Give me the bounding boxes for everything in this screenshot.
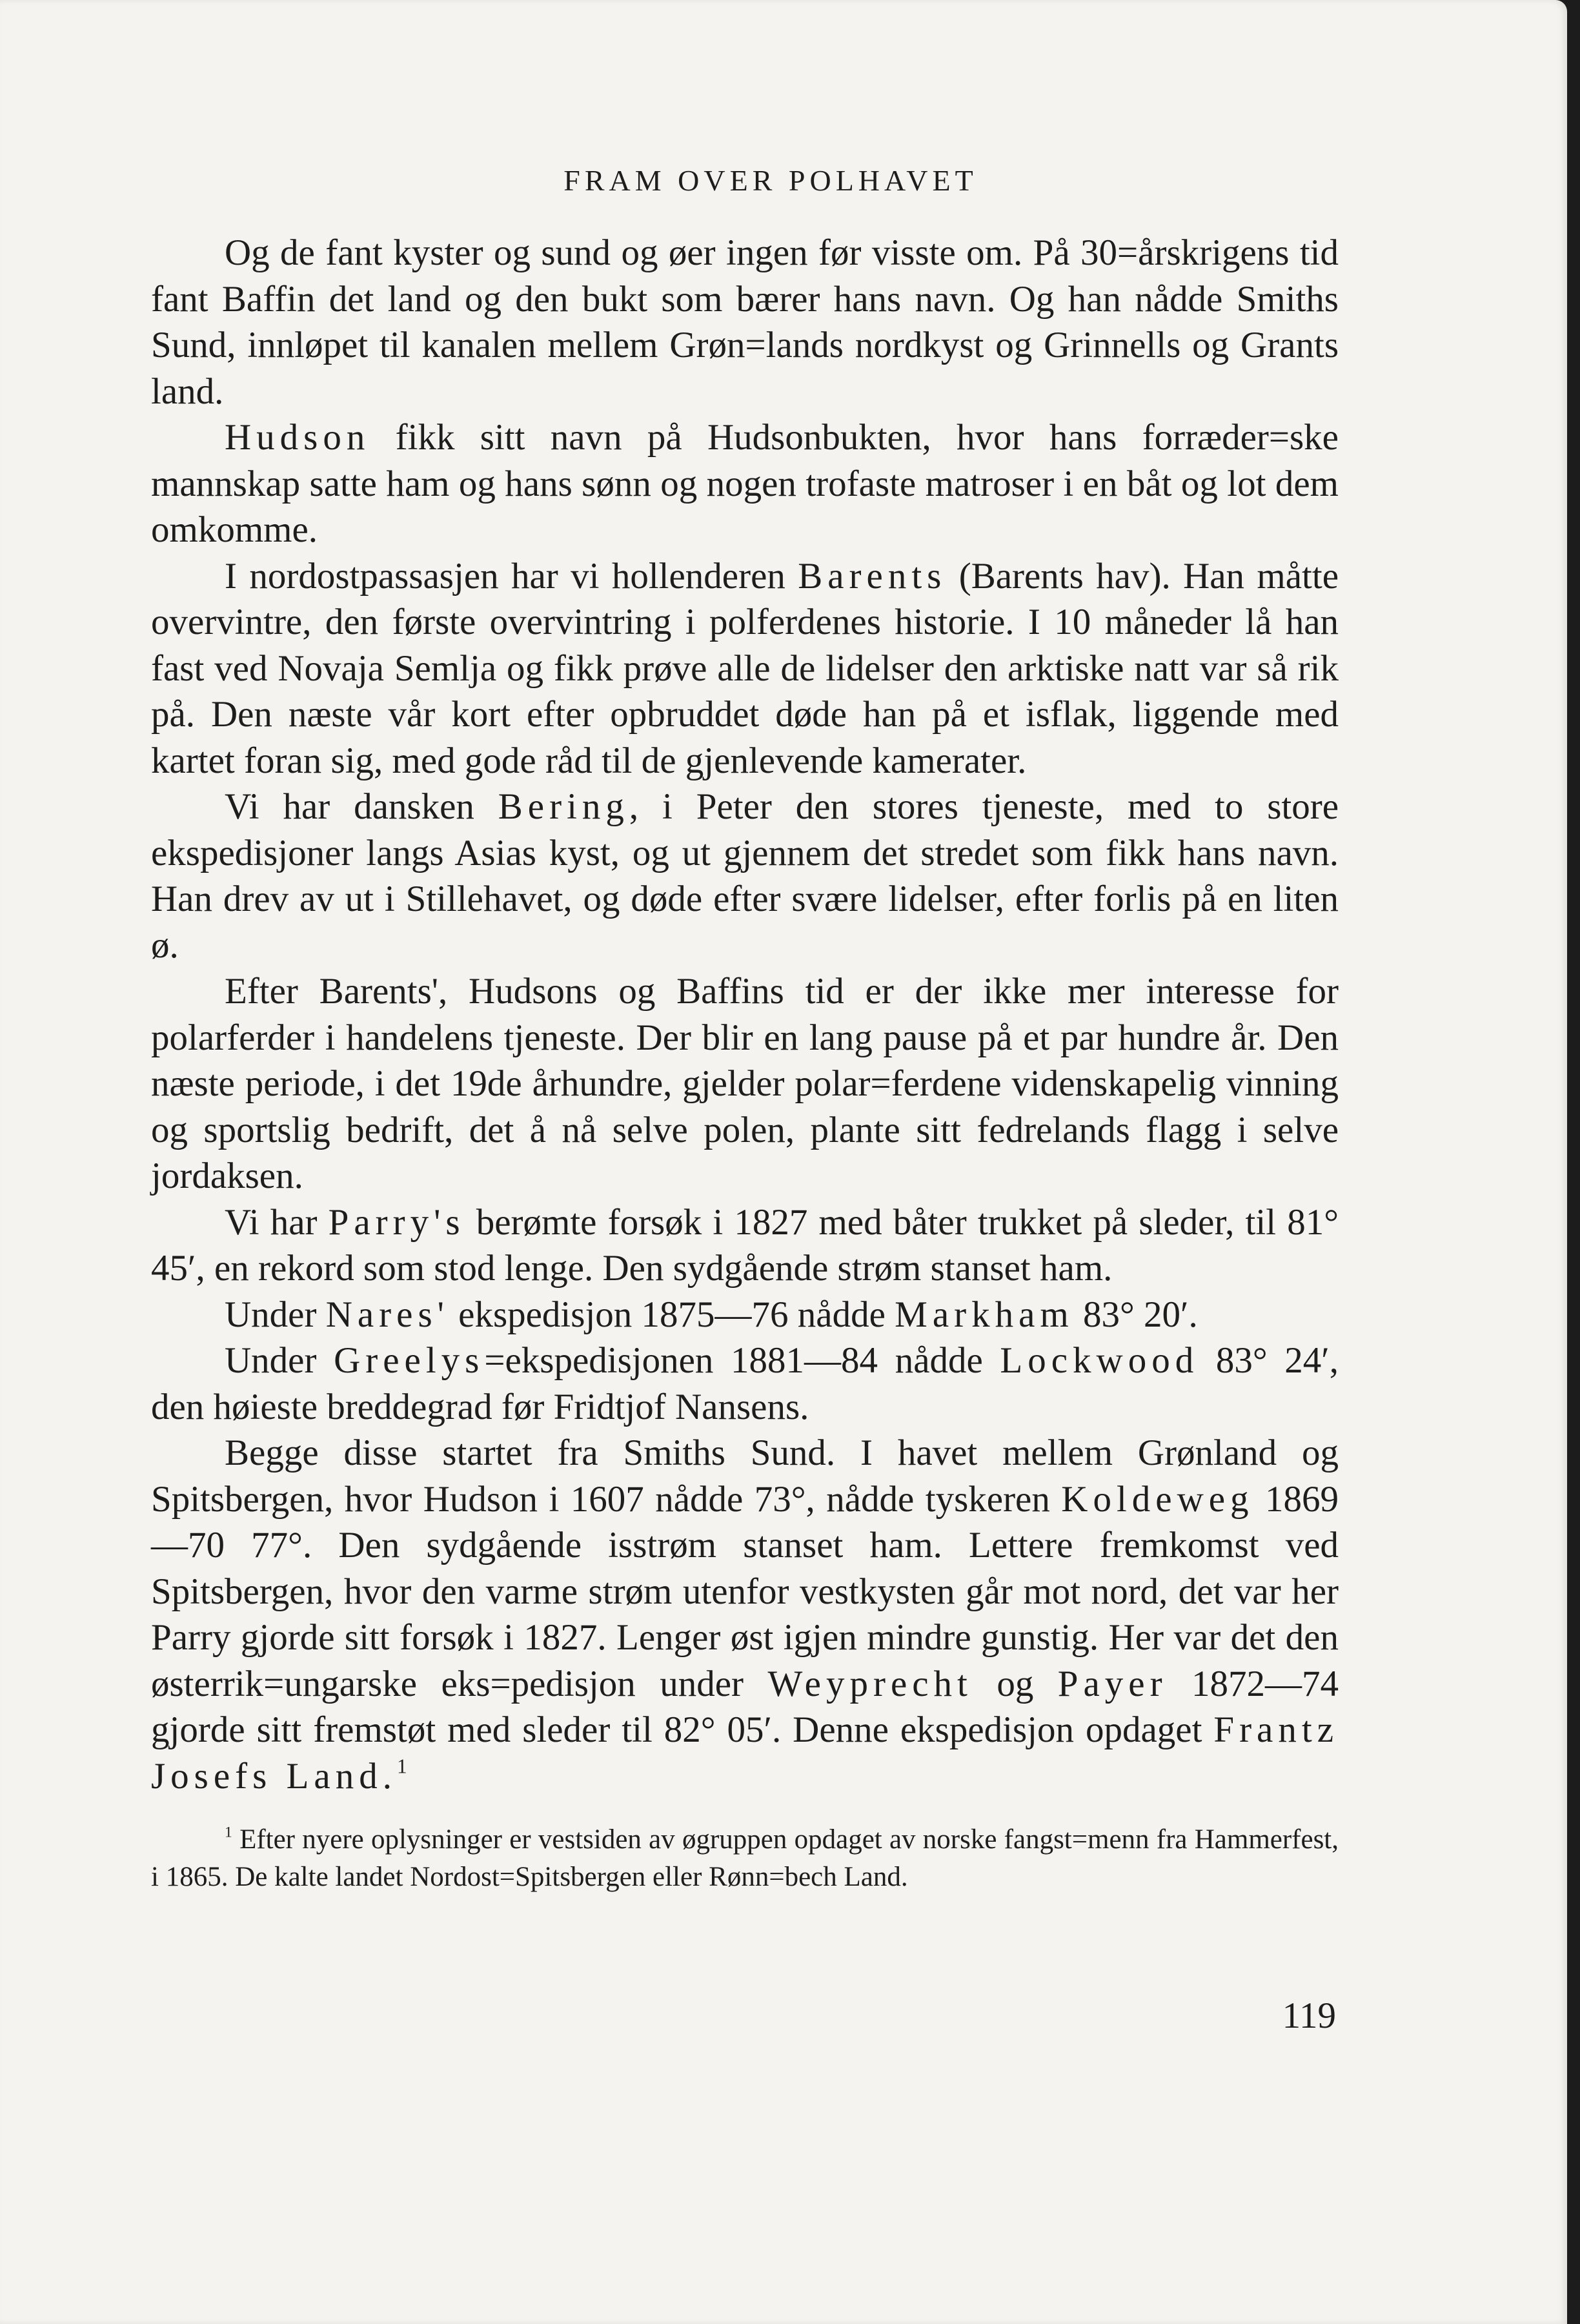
paragraph-9-text-c: og [972, 1663, 1058, 1704]
name-nares: Nares' [325, 1294, 449, 1335]
paragraph-2-text: fikk sitt navn på Hudsonbukten, hvor hans forræder=ske mannskap satte ham og hans sønn og nogen trofaste matroser i en båt og lot dem omkomme. [151, 417, 1339, 550]
name-markham: Markham [895, 1294, 1074, 1335]
paragraph-4-text-a: Vi har dansken [225, 786, 498, 827]
paragraph-3 [151, 553, 1339, 784]
name-parry: Parry's [328, 1201, 465, 1243]
footnote-marker: 1 [225, 1824, 232, 1841]
paragraph-7-text-b: ekspedisjon 1875—76 nådde [449, 1294, 895, 1335]
paragraph-1: Og de fant kyster og sund og øer ingen før visste om. På 30=årskrigens tid fant Baffin det land og den bukt som bærer hans navn. Og han nådde Smiths Sund, innløpet til kanalen mellem Grøn=lands nordkyst og Grinnells og Grants land. [151, 232, 1339, 412]
paragraph-9-text-b: 1869—70 77°. Den sydgående isstrøm stanset ham. Lettere fremkomst ved Spitsbergen, hvor den varme strøm utenfor vestkysten går mot nord, det var her Parry gjorde sitt forsøk i 1827. Lenger øst igjen mindre gunstig. Her var det den østerrik=ungarske eks=pedisjon under [151, 1478, 1339, 1704]
paragraph-9 [151, 1430, 1339, 1799]
paragraph-4-text-b: , i Peter den stores tjeneste, med to store ekspedisjoner langs Asias kyst, og ut gjennem det stredet som fikk hans navn. Han drev av ut i Stillehavet, og døde efter svære lidelser, efter forlis på en liten ø. [151, 786, 1339, 966]
paragraph-7-text-a: Under [225, 1294, 326, 1335]
paragraph-3-text-a: I nordostpassasjen har vi hollenderen [225, 555, 798, 596]
paragraph-5: Efter Barents', Hudsons og Baffins tid er der ikke mer interesse for polarferder i handelens tjeneste. Der blir en lang pause på et par hundre år. Den næste periode, i det 19de århundre, gjelder polar=ferdene videnskapelig vinning og sportslig bedrift, det å nå selve polen, plante sitt fedrelands flagg i selve jordaksen. [151, 971, 1339, 1196]
name-barents: Barents [798, 555, 947, 596]
paragraph-6-text-a: Vi har [225, 1201, 329, 1243]
name-bering: Bering [498, 786, 629, 827]
paragraph-9-text-d: 1872—74 gjorde sitt fremstøt med sleder til 82° 05′. Denne ekspedisjon opdaget [151, 1663, 1339, 1750]
paragraph-9-text-a: Begge disse startet fra Smiths Sund. I havet mellem Grønland og Spitsbergen, hvor Hudson i 1607 nådde 73°, nådde tyskeren [151, 1432, 1339, 1520]
name-weyprecht: Weyprecht [767, 1663, 973, 1704]
name-payer: Payer [1057, 1663, 1168, 1704]
paragraph-8-text-c: 83° 24′, den høieste breddegrad før Fridtjof Nansens. [151, 1340, 1339, 1427]
paragraph-8 [151, 1338, 1339, 1430]
text-block [151, 155, 1339, 1896]
name-frantz-josefs-land: Frantz Josefs Land. [151, 1709, 1339, 1797]
name-greely: Greelys [334, 1340, 485, 1381]
footnote [151, 1821, 1339, 1896]
paragraph-2 [151, 414, 1339, 553]
paragraph-6-text-b: berømte forsøk i 1827 med båter trukket på sleder, til 81° 45′, en rekord som stod lenge. Den sydgående strøm stanset ham. [151, 1201, 1339, 1289]
footnote-text: Efter nyere oplysninger er vestsiden av øgruppen opdaget av norske fangst=menn fra Hammerfest, i 1865. De kalte landet Nordost=Spitsbergen eller Rønn=bech Land. [151, 1824, 1339, 1892]
name-koldeweg: Koldeweg [1061, 1478, 1254, 1520]
footnote-reference: 1 [396, 1755, 407, 1777]
name-lockwood: Lockwood [1000, 1340, 1199, 1381]
paragraph-8-text-b: =ekspedisjonen 1881—84 nådde [484, 1340, 1000, 1381]
paragraph-8-text-a: Under [225, 1340, 334, 1381]
running-head: FRAM OVER POLHAVET [563, 164, 978, 197]
page-number: 119 [1282, 1995, 1336, 2036]
paragraph-7-text-c: 83° 20′. [1073, 1294, 1198, 1335]
paragraph-7 [151, 1292, 1339, 1338]
paragraph-6 [151, 1199, 1339, 1292]
name-hudson: Hudson [225, 417, 370, 458]
paragraph-3-text-b: (Barents hav). Han måtte overvintre, den første overvintring i polferdenes historie. I 10 måneder lå han fast ved Novaja Semlja og fikk prøve alle de lidelser den arktiske natt var så rik på. Den næste vår kort efter opbruddet døde han på et isflak, liggende med kartet foran sig, med gode råd til de gjenlevende kamerater. [151, 555, 1339, 781]
body-text [151, 230, 1339, 1799]
paragraph-4 [151, 784, 1339, 968]
